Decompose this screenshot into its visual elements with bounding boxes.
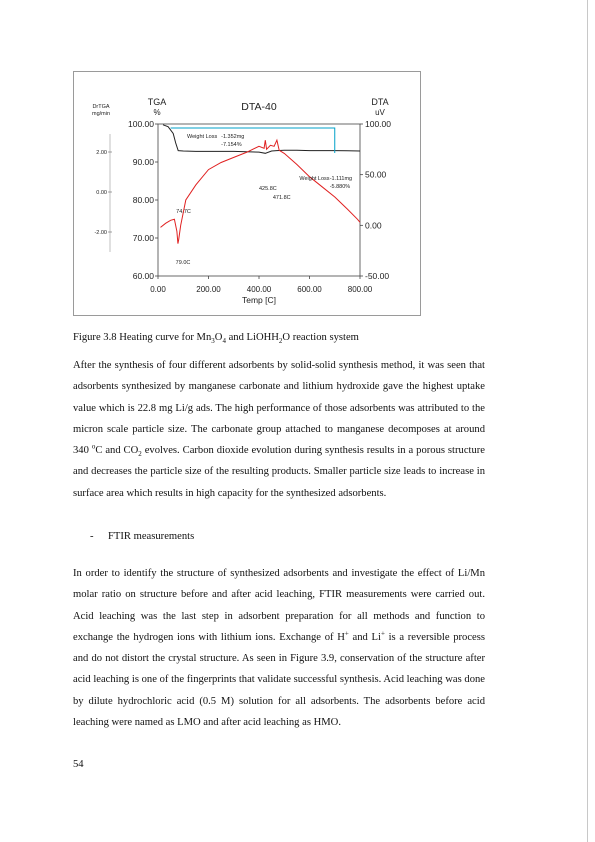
annotation-peak-79: 79.0C [175, 260, 191, 266]
x-tick-label: 0.00 [150, 285, 166, 294]
y-left-tick-label: 80.00 [132, 195, 154, 205]
tga-dta-chart [74, 72, 420, 315]
y-right-tick-label: 50.00 [365, 169, 387, 180]
y-left-tick-label: 60.00 [132, 271, 154, 281]
y-left-tick-label: 100.00 [128, 119, 154, 129]
y-right-title: DTA [371, 97, 389, 107]
annotation-peak-74: 74.7C [176, 209, 191, 215]
y-left-tick-label: 90.00 [132, 157, 154, 167]
bullet-dash: - [90, 531, 94, 542]
annotation-weight-loss-1-mg: -1.352mg [221, 134, 245, 140]
x-tick-label: 200.00 [196, 285, 221, 294]
y-far-left-tick-label: 0.00 [96, 190, 107, 196]
section-bullet-ftir [90, 530, 194, 544]
annotation-peak-425: 425.8C [259, 186, 277, 192]
y-right-tick-label: -50.00 [365, 271, 390, 281]
y-left-tick-label: 70.00 [132, 233, 154, 243]
bullet-text: FTIR measurements [108, 531, 195, 542]
figure-3-8 [73, 71, 421, 316]
annotation-weight-loss-2-pct: -5.880% [329, 184, 351, 190]
annotation-peak-471: 471.8C [272, 195, 291, 201]
paragraph-synthesis: After the synthesis of four different adsorbents by solid-solid synthesis method, it was seen that adsorbents synthesized by manganese carbonate and lithium hydroxide gave the highest uptake value which is 22.8 mg Li/g ads. The high performance of those adsorbents was attributed to the micron scale particle size. The carbonate group attached to manganese decomposes at around 340 $^o$C and $CO_2$ evolves. Carbon dioxide evolution during synthesis results in a porous structure and decreases the particle size of the resulting products. Smaller particle size leads to increase in surface area which results in high capacity for the synthesized adsorbents. [73, 360, 485, 499]
paragraph-ftir: In order to identify the structure of synthesized adsorbents and investigate the effect of Li/Mn molar ratio on structure before and after acid leaching, FTIR measurements were carried out. Acid leaching was the last step in adsorbent preparation for all methods and function to exchange the hydrogen ions with lithium ions. Exchange of H+ and Li+ is a reversible process and do not distort the crystal structure. As seen in Figure 3.9, conservation of the structure after acid leaching is one of the fingerprints that validate successful synthesis. Acid leaching was done by dilute hydrochloric acid (0.5 M) solution for all adsorbents. The adsorbents before acid leaching were named as LMO and after acid leaching as HMO. [73, 568, 485, 729]
page-edge-rule [587, 0, 588, 842]
y-left-title: TGA [147, 97, 167, 107]
x-tick-label: 400.00 [246, 285, 272, 294]
x-tick-label: 800.00 [347, 285, 373, 294]
y-right-unit: uV [375, 108, 385, 117]
y-far-left-unit: mg/min [91, 111, 111, 117]
annotation-weight-loss-1-pct: -7.154% [221, 142, 242, 148]
annotation-weight-loss-2: Weight Loss [299, 176, 330, 182]
y-far-left-tick-label: 2.00 [96, 150, 107, 156]
x-tick-label: 600.00 [297, 285, 322, 294]
y-right-tick-label: 0.00 [365, 220, 382, 231]
annotation-weight-loss-2-mg: -1.111mg [329, 176, 353, 182]
x-axis-title: Temp [C] [241, 295, 277, 305]
chart-title: DTA-40 [241, 101, 277, 113]
y-far-left-title: DrTGA [92, 104, 110, 110]
y-right-tick-label: 100.00 [365, 119, 391, 129]
figure-caption: Figure 3.8 Heating curve for $Mn_3O_4$ and LiOHH$_2$O reaction system [73, 332, 359, 346]
annotation-weight-loss-1: Weight Loss [187, 134, 218, 140]
page-number: 54 [73, 759, 84, 770]
y-far-left-tick-label: -2.00 [94, 230, 107, 236]
y-left-unit: % [153, 108, 161, 117]
